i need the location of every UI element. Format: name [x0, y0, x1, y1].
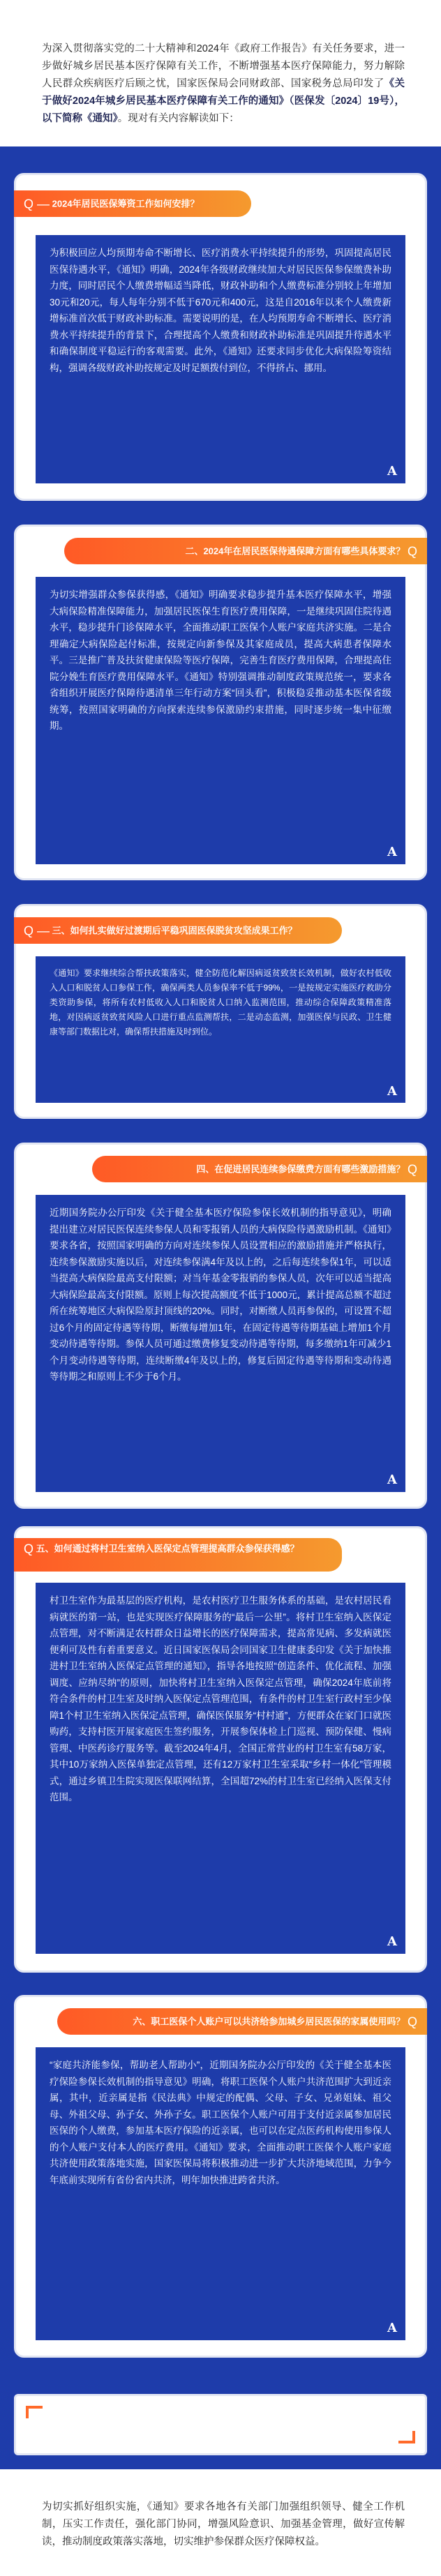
question-bar-3	[14, 917, 342, 944]
question-bar-5	[14, 1538, 342, 1572]
qa-card-3	[14, 904, 427, 1119]
q-mark: Q —	[24, 924, 50, 938]
a-icon: A	[387, 2320, 397, 2335]
intro-text: 为深入贯彻落实党的二十大精神和2024年《政府工作报告》有关任务要求，进一步做好城乡居民基本医疗保障有关工作，不断增强基本医疗保障能力，努力解除人民群众疾病医疗后顾之忧，国家医保局会同财政部、国家税务总局印发了	[42, 43, 405, 89]
qa-card-1	[14, 173, 427, 501]
qa-card-5	[14, 1526, 427, 1973]
question-text: 五、如何通过将村卫生室纳入医保定点管理提高群众参保获得感？	[36, 1543, 299, 1554]
qa-card-6	[14, 1995, 427, 2358]
a-icon: A	[387, 1472, 397, 1487]
qa-card-4	[14, 1143, 427, 1509]
a-icon: A	[387, 1084, 397, 1099]
corner-decoration	[26, 2406, 43, 2418]
a-icon: A	[387, 844, 397, 859]
question-text: 2024年居民医保筹资工作如何安排？	[52, 198, 200, 209]
question-text: 二、2024年在居民医保待遇保障方面有哪些具体要求？	[185, 545, 405, 557]
qa-card-2	[14, 525, 427, 880]
intro-bold-title: 《关于做好2024年城乡居民基本医疗保障有关工作的通知》（医保发〔2024〕19号），以下简称《通知》	[42, 78, 405, 124]
question-bar-6	[57, 2008, 427, 2035]
q-mark: Q	[407, 1162, 417, 1177]
answer-box-6	[36, 2047, 405, 2340]
question-text: 六、职工医保个人账户可以共济给参加城乡居民医保的家属使用吗？	[133, 2016, 405, 2027]
q-mark: Q	[24, 1542, 34, 1556]
answer-box-4	[36, 1195, 405, 1492]
intro-paragraph	[42, 40, 405, 128]
footer-decoration-card	[14, 2394, 427, 2455]
a-icon: A	[387, 463, 397, 479]
q-mark: Q	[407, 2014, 417, 2029]
answer-text: 村卫生室作为最基层的医疗机构，是农村医疗卫生服务体系的基础，是农村居民看病就医的第一站，也是实现医疗保障服务的“最后一公里”。将村卫生室纳入医保定点管理，对不断满足农村群众日益增长的医疗保障需求，提高常见病、多发病就医便利可及性有着重要意义。近日国家医保局会同国家卫生健康委印发《关于加快推进村卫生室纳入医保定点管理的通知》，指导各地按照“创造条件、优化流程、加强调度、应纳尽纳”的原则，加快将村卫生室纳入医保定点管理，确保2024年底前将符合条件的村卫生室及时纳入医保定点管理范围，有条件的村卫生室行政村至少保障1个村卫生室纳入医保定点管理，确保医保服务“村村通”，方便群众在家门口就医购药，支持村医开展家庭医生签约服务，开展参保体检上门巡视、预防保健、慢病管理、中医药诊疗服务等。截至2024年4月，全国正常营业的村卫生室有58万家，其中10万家纳入医保单独定点管理，还有12万家村卫生室采取“乡村一体化”管理模式，通过乡镇卫生院实现医保联网结算，全国超72%的村卫生室已经纳入医保支付范围。	[50, 1595, 391, 1802]
corner-decoration	[398, 2431, 415, 2443]
answer-text: 近期国务院办公厅印发《关于健全基本医疗保险参保长效机制的指导意见》，明确提出建立对居民医保连续参保人员和零报销人员的大病保险待遇激励机制。《通知》要求各省，按照国家明确的方向对连续参保人员设置相应的激励措施并严格执行，连续参保激励实施以后，对连续参保满4年及以上的，之后每连续参保1年，可以适当提高大病保险最高支付限额；对当年基金零报销的参保人员，次年可以适当提高大病保险最高支付限额。原则上每次提高额度不低于1000元，累计提高总额不超过所在统筹地区大病保险原封顶线的20%。同时，对断缴人员再参保的，可设置不超过6个月的固定待遇等待期，断缴每增加1年，在固定待遇等待期基础上增加1个月变动待遇等待期。参保人员可通过缴费修复变动待遇等待期，每多缴纳1年可减少1个月变动待遇等待期，连续断缴4年及以上的，修复后固定待遇等待期和变动待遇等待期之和原则上不少于6个月。	[50, 1207, 391, 1382]
outro-paragraph: 为切实抓好组织实施，《通知》要求各地各有关部门加强组织领导、健全工作机制，压实工作责任，强化部门协同，增强风险意识、加强基金管理，做好宣传解读，推动制度政策落实落地，切实维护参保群众医疗保障权益。	[42, 2501, 405, 2547]
answer-box-5	[36, 1583, 405, 1954]
answer-box-2	[36, 577, 405, 864]
a-icon: A	[387, 1934, 397, 1949]
answer-box-3	[36, 956, 405, 1103]
question-bar-2	[64, 538, 427, 564]
answer-text: 《通知》要求继续综合帮扶政策落实，健全防范化解因病返贫致贫长效机制，做好农村低收入人口和脱贫人口参保工作，确保两类人员参保率不低于99%，一是按规定实施医疗救助分类资助参保，将所有农村低收入人口和脱贫人口纳入监测范围，推动综合保障政策精准落地，对因病返贫致贫风险人口进行重点监测帮扶，二是动态监测，加强医保与民政、卫生健康等部门数据比对，确保帮扶措施及时到位。	[50, 968, 391, 1037]
question-text: 四、在促进居民连续参保缴费方面有哪些激励措施？	[196, 1163, 405, 1175]
q-mark: Q —	[24, 197, 50, 211]
intro-text-end: 。现对有关内容解读如下：	[117, 113, 239, 124]
question-bar-4	[92, 1156, 427, 1182]
answer-box-1	[36, 235, 405, 483]
answer-text: 为切实增强群众参保获得感，《通知》明确要求稳步提升基本医疗保障水平，增强大病保险精准保障能力，加强居民医保生育医疗费用保障，一是继续巩固住院待遇水平，稳步提升门诊保障水平，全面推动职工医保个人账户家庭共济实施。二是合理确定大病保险起付标准，按规定向新参保及其家庭成员，提高大病患者保障水平。三是推广普及扶贫健康保险等医疗保障，完善生育医疗费用保障，合理提高住院分娩生育医疗费用保障水平。《通知》特别强调推动制度政策规范统一，要求各省组织开展医疗保障待遇清单三年行动方案“回头看”，积极稳妥推动基本医保省级统筹，按照国家明确的方向探索连续参保激励约束措施，同时逐步统一集中征缴期。	[50, 589, 391, 731]
question-bar-1	[14, 190, 251, 217]
question-text: 三、如何扎实做好过渡期后平稳巩固医保脱贫攻坚成果工作？	[52, 925, 297, 936]
q-mark: Q	[407, 544, 417, 559]
answer-text: “家庭共济能参保，帮助老人帮助小”，近期国务院办公厅印发的《关于健全基本医疗保险参保长效机制的指导意见》明确，将职工医保个人账户共济范围扩大到近亲属，其中，近亲属是指《民法典》中规定的配偶、父母、子女、兄弟姐妹、祖父母、外祖父母、孙子女、外孙子女。职工医保个人账户可用于支付近亲属参加居民医保的个人缴费，参加基本医疗保险的近亲属，也可以在定点医药机构使用参保人的个人账户支付本人的医疗费用。《通知》要求，全面推动职工医保个人账户家庭共济使用政策落地实施，国家医保局将积极推动进一步扩大共济地域范围，力争今年底前实现所有省份省内共济，明年加快推进跨省共济。	[50, 2060, 391, 2185]
answer-text: 为积极回应人均预期寿命不断增长、医疗消费水平持续提升的形势，巩固提高居民医保待遇水平，《通知》明确，2024年各级财政继续加大对居民医保参保缴费补助力度，同时居民个人缴费增幅适当降低，财政补助和个人缴费标准分别较上年增加30元和20元，每人每年分别不低于670元和400元，这是自2016年以来个人缴费新增标准首次低于财政补助标准。需要说明的是，在人均预期寿命不断增长、医疗消费水平持续提升的背景下，合理提高个人缴费和财政补助标准是巩固提升待遇水平和确保制度平稳运行的客观需要。此外，《通知》还要求同步优化大病保险筹资结构，强调各级财政补助按规定及时足额拨付到位，不得挤占、挪用。	[50, 248, 391, 373]
